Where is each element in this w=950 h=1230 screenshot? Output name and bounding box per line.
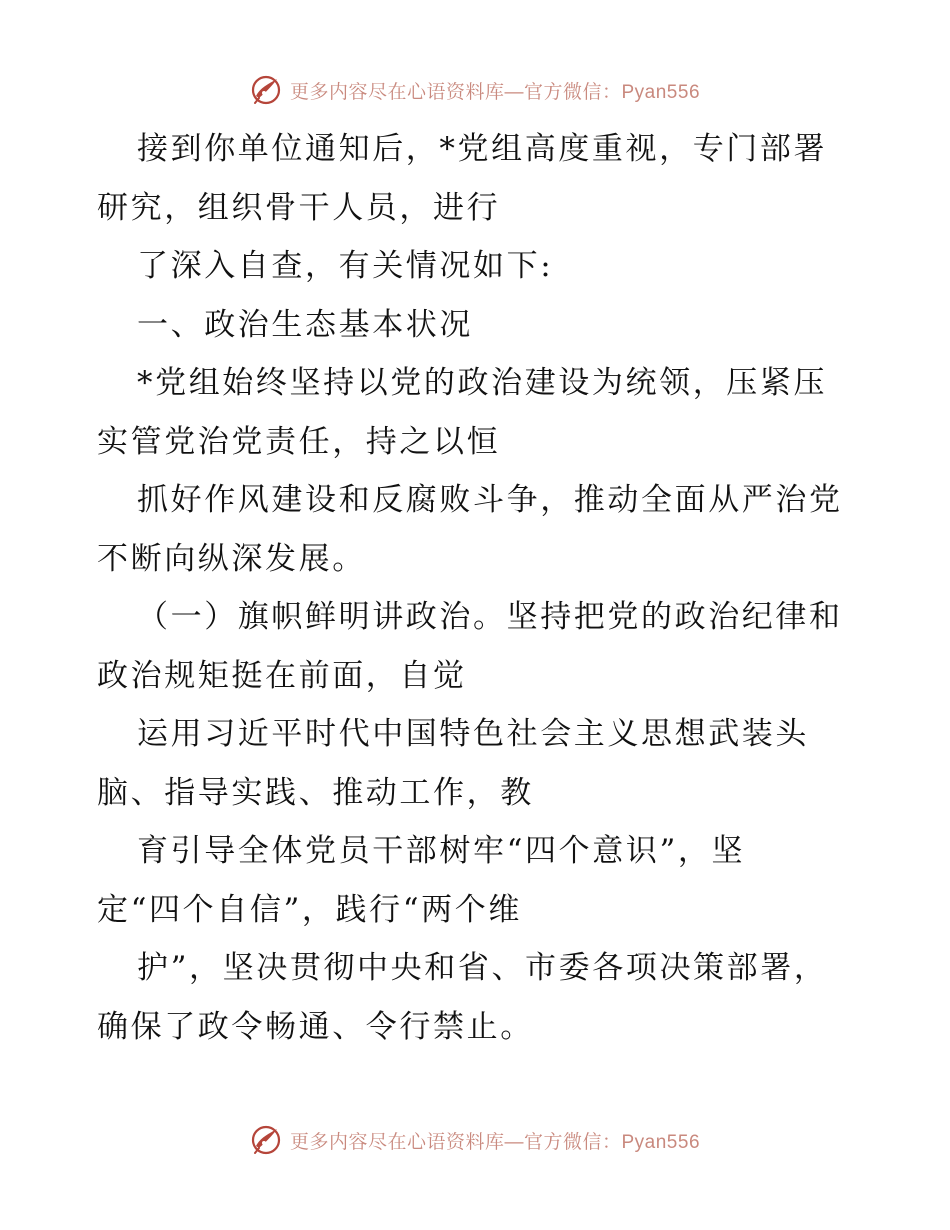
text-line: 接到你单位通知后，*党组高度重视，专门部署 <box>137 131 828 167</box>
footer-watermark <box>0 1120 950 1160</box>
text-line: 不断向纵深发展。 <box>97 540 366 577</box>
text-line: 定“四个自信”，践行“两个维 <box>97 891 522 928</box>
quill-seal-icon <box>250 1124 282 1156</box>
text-line: 育引导全体党员干部树牢“四个意识”，坚 <box>137 833 746 869</box>
watermark-text: 更多内容尽在心语资料库—官方微信：Pyan556 <box>289 80 701 103</box>
text-line: *党组始终坚持以党的政治建设为统领，压紧压 <box>137 365 828 401</box>
text-line: 运用习近平时代中国特色社会主义思想武装头 <box>137 716 809 752</box>
watermark-text: 更多内容尽在心语资料库—官方微信：Pyan556 <box>289 1130 701 1153</box>
text-line: 一、政治生态基本状况 <box>137 306 473 343</box>
text-line: （一）旗帜鲜明讲政治。坚持把党的政治纪律和 <box>137 599 843 635</box>
text-line: 研究，组织骨干人员，进行 <box>97 189 501 226</box>
header-watermark <box>0 70 950 110</box>
text-line: 确保了政令畅通、令行禁止。 <box>97 1008 534 1045</box>
document-body <box>97 120 857 1056</box>
text-line: 政治规矩挺在前面，自觉 <box>97 657 467 694</box>
text-line: 了深入自查，有关情况如下: <box>137 248 554 284</box>
text-line: 护”，坚决贯彻中央和省、市委各项决策部署， <box>137 950 828 986</box>
text-line: 抓好作风建设和反腐败斗争，推动全面从严治党 <box>137 482 843 518</box>
quill-seal-icon <box>250 74 282 106</box>
text-line: 实管党治党责任，持之以恒 <box>97 423 501 460</box>
text-line: 脑、指导实践、推动工作，教 <box>97 774 534 811</box>
